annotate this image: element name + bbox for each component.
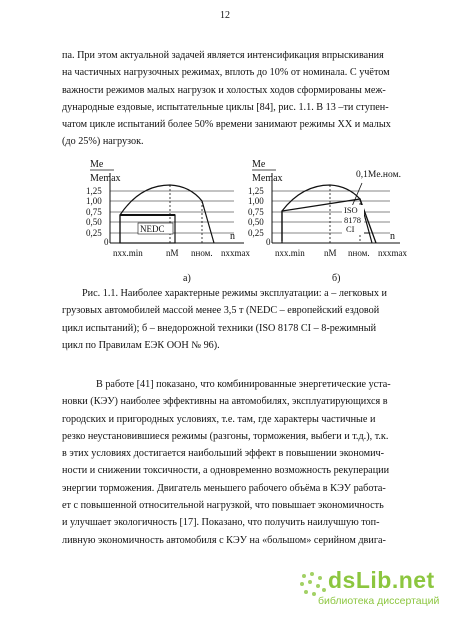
text-line: резко неустановившиеся режимы (разгоны, торможения, выбеги и т.д.), т.к. [62,430,389,442]
x-tick-label: nxxmax [378,248,407,258]
caption-line: грузовых автомобилей массой менее 3,5 т (NEDC – европейский ездовой [62,305,380,317]
y-axis-label-bottom: Memax [90,173,121,184]
text-line: ет с повышенной относительной нагрузкой, что повышает экономичность [62,500,384,512]
caption-line: цикл испытаний); б – внедорожной техники (ISO 8178 CI – 8-режимный [62,322,377,334]
text-line: па. При этом актуальной задачей является интенсификация впрыскивания [62,50,384,61]
paragraph-2 [62,376,422,549]
x-tick-label: nM [166,248,179,258]
y-tick-label: 1,00 [86,196,102,206]
panel-b-label: б) [332,273,341,284]
y-tick-label: 1,00 [248,196,264,206]
caption-line: цикл по Правилам ЕЭК ООН № 96). [62,339,220,351]
y-axis-label-top: Me [252,159,266,170]
text-line: и улучшает экологичность [17]. Показано, что получить наилучшую топ- [62,517,380,529]
text-line: в этих условиях достигается наибольший эффект в повышении экономич- [62,448,385,460]
figure-1-1 [80,153,440,283]
text-line: чатом цикле испытаний более 50% времени занимают режимы ХХ и малых [62,119,391,131]
text-line: (до 25%) нагрузок. [62,136,144,148]
grid-lines [272,191,390,233]
iso-label-line: CI [346,224,355,234]
y-tick-label: 0 [266,237,271,247]
text-line: важности режимов малых нагрузок и холостых ходов сформированы меж- [62,84,386,96]
x-axis-label: n [390,231,395,242]
watermark-title[interactable]: dsLib.net [328,567,435,593]
y-axis-label-bottom: Memax [252,173,283,184]
y-tick-label: 0,25 [86,228,102,238]
nedc-label: NEDC [140,224,165,234]
y-tick-label: 0,75 [86,207,102,217]
y-tick-label: 0,75 [248,207,264,217]
x-tick-label: nном. [348,248,370,258]
panel-a [86,159,250,284]
panel-b [248,159,407,284]
text-line: ливную экономичность автомобиля с КЭУ на «большом» серийном двига- [62,534,386,546]
x-axis-label: n [230,231,235,242]
panel-a-label: а) [183,273,191,284]
text-line: новки (КЭУ) наиболее эффективны на автомобилях, эксплуатирующихся в [62,396,388,408]
x-tick-label: nxx.min [275,248,305,258]
figure-caption [62,285,422,354]
y-tick-label: 0,50 [86,217,102,227]
text-line: на частичных нагрузочных режимах, вплоть до 10% от номинала. С учётом [62,67,390,79]
y-tick-label: 0,25 [248,228,264,238]
iso-label-line: ISO [344,205,358,215]
annotation-label: 0,1Mе.ном. [356,170,401,180]
x-tick-label: nM [324,248,337,258]
y-tick-label: 0,50 [248,217,264,227]
text-line: энергии торможения. Двигатель меньшего рабочего объёма в КЭУ работа- [62,482,386,494]
page-number: 12 [220,10,230,21]
text-line: ности и снижении токсичности, а одновременно возможность рекуперации [62,465,390,477]
iso-label-line: 8178 [344,215,361,225]
watermark-subtitle: библиотека диссертаций [318,595,440,607]
text-line: В работе [41] показано, что комбинированные энергетические уста- [96,379,391,390]
figure-diagram [80,153,440,283]
y-tick-label: 1,25 [86,186,102,196]
text-line: городских и пригородных условиях, т.е. там, где характеры частичные и [62,413,376,425]
y-tick-label: 0 [104,237,109,247]
x-tick-label: nxx.min [113,248,143,258]
paragraph-1 [62,47,422,151]
y-axis-label-top: Me [90,159,104,170]
text-line: дународные ездовые, испытательные циклы [84], рис. 1.1. В 13 –ти ступен- [62,101,389,113]
y-tick-label: 1,25 [248,186,264,196]
x-tick-label: nном. [191,248,213,258]
caption-line: Рис. 1.1. Наиболее характерные режимы эксплуатации: а – легковых и [82,288,387,299]
x-tick-label: nxxmax [221,248,250,258]
